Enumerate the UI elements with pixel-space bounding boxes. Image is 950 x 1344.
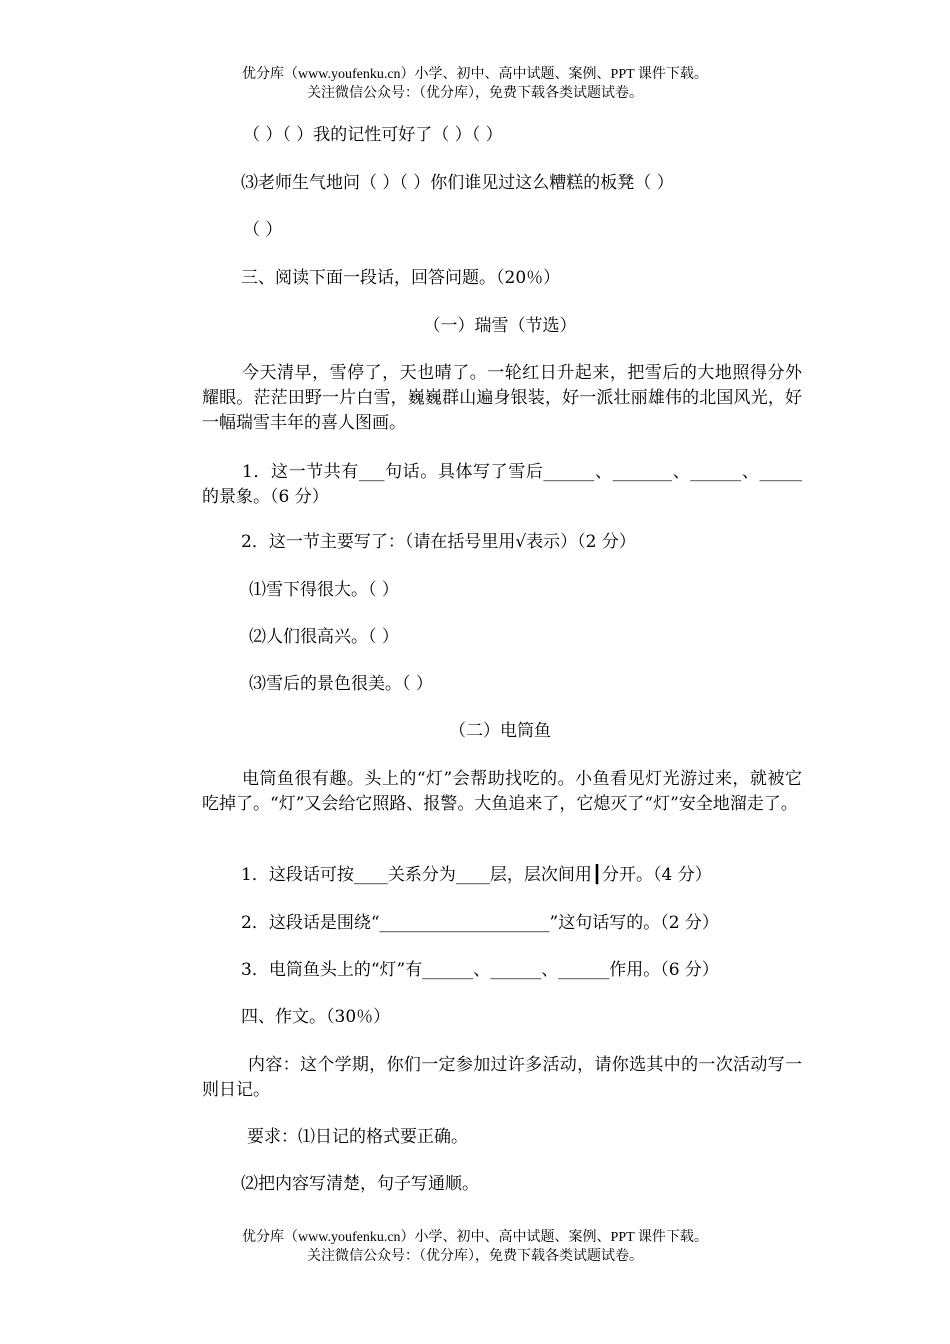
header-top-line2: 关注微信公众号：（优分库），免费下载各类试题试卷。 [307,86,643,101]
header-bottom-line1: 优分库（www.youfenku.cn）小学、初中、高中试题、案例、PPT 课件下载。 [242,1230,708,1245]
section3-heading: 三、阅读下面一段话，回答问题。（20％） [241,268,561,288]
part1-option2: ⑵人们很高兴。（ ） [249,627,399,647]
composition-content: 内容：这个学期，你们一定参加过许多活动，请你选其中的一次活动写一 则日记。 [202,1055,802,1100]
punctuation-line-a: （ ）（ ）我的记性可好了（ ）（ ） [243,125,503,145]
composition-requirement1: 要求：⑴日记的格式要正确。 [247,1127,468,1147]
part1-passage: 今天清早，雪停了，天也晴了。一轮红日升起来，把雪后的大地照得分外耀眼。茫茫田野一片白雪，巍巍群山遍身银装，好一派壮丽雄伟的北国风光，好一幅瑞雪丰年的喜人图画。 [202,363,802,433]
part1-question1: 1．这一节共有___句话。具体写了雪后______、_______、______、_____的景象。（6 分） [202,462,802,507]
part2-question3: 3．电筒鱼头上的“灯”有______、______、______作用。（6 分） [241,960,719,980]
part2-passage: 电筒鱼很有趣。头上的“灯”会帮助找吃的。小鱼看见灯光游过来，就被它吃掉了。“灯”又会给它照路、报警。大鱼追来了，它熄灭了“灯”安全地溜走了。 [202,769,802,814]
part1-title: （一）瑞雪（节选） [423,316,577,336]
part1-option1: ⑴雪下得很大。（ ） [249,580,399,600]
part1-option3: ⑶雪后的景色很美。（ ） [249,674,433,694]
punctuation-line-b: ⑶老师生气地问（ ）（ ）你们谁见过这么糟糕的板凳（ ） [241,173,674,193]
punctuation-line-c: （ ） [243,220,283,240]
header-top-line1: 优分库（www.youfenku.cn）小学、初中、高中试题、案例、PPT 课件下载。 [242,67,708,82]
part2-question1: 1．这段话可按____关系分为____层，层次间用┃分开。（4 分） [241,865,712,885]
part2-question2: 2．这段话是围绕“____________________”这句话写的。（2 分） [241,913,719,933]
part1-question2: 2．这一节主要写了：（请在括号里用√表示）（2 分） [241,532,636,552]
composition-requirement2: ⑵把内容写清楚，句子写通顺。 [241,1174,479,1194]
part2-title: （二）电筒鱼 [449,721,551,741]
header-bottom-line2: 关注微信公众号：（优分库），免费下载各类试题试卷。 [307,1249,643,1264]
section4-heading: 四、作文。（30％） [241,1007,391,1027]
